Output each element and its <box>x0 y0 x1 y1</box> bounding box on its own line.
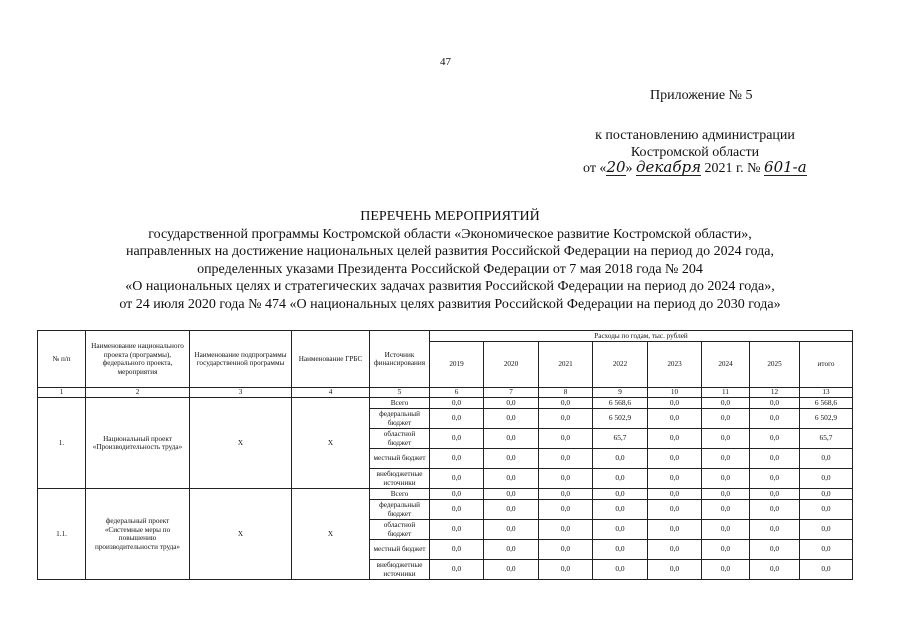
year-value: 0,0 <box>430 469 484 489</box>
year-value: 0,0 <box>430 520 484 540</box>
header-year: 2022 <box>593 342 648 388</box>
year-value: 0,0 <box>593 520 648 540</box>
year-value: 0,0 <box>648 409 702 429</box>
decree-line-1: к постановлению администрации <box>595 128 795 143</box>
column-number: 12 <box>750 388 800 398</box>
year-value: 0,0 <box>430 489 484 500</box>
year-value: 6 568,6 <box>593 398 648 409</box>
year-value: 0,0 <box>484 449 539 469</box>
project-name: федеральный проект «Системные меры по повышению производительности труда» <box>86 489 190 580</box>
total-value: 0,0 <box>800 449 853 469</box>
financing-source: внебюджетные источники <box>370 560 430 580</box>
subprogram-cell: Х <box>190 398 292 489</box>
financing-source: областной бюджет <box>370 429 430 449</box>
grbs-cell: Х <box>292 489 370 580</box>
total-value: 0,0 <box>800 469 853 489</box>
financing-source: Всего <box>370 398 430 409</box>
header-total: итого <box>800 342 853 388</box>
column-number: 7 <box>484 388 539 398</box>
header-grbs: Наименование ГРБС <box>292 331 370 388</box>
year-value: 0,0 <box>750 540 800 560</box>
year-value: 0,0 <box>648 560 702 580</box>
year-value: 0,0 <box>702 520 750 540</box>
column-number: 2 <box>86 388 190 398</box>
column-number: 6 <box>430 388 484 398</box>
year-value: 0,0 <box>539 429 593 449</box>
year-value: 0,0 <box>648 398 702 409</box>
year-value: 0,0 <box>539 409 593 429</box>
title-line: «О национальных целях и стратегических задачах развития Российской Федерации на период до 2024 года», <box>125 279 775 294</box>
handwritten-month: декабря <box>636 158 702 176</box>
year-value: 0,0 <box>539 469 593 489</box>
column-number: 4 <box>292 388 370 398</box>
year-value: 0,0 <box>750 500 800 520</box>
column-number: 11 <box>702 388 750 398</box>
header-year: 2020 <box>484 342 539 388</box>
year-value: 0,0 <box>750 560 800 580</box>
year-value: 0,0 <box>484 398 539 409</box>
project-name: Национальный проект «Производительность труда» <box>86 398 190 489</box>
year-value: 0,0 <box>702 540 750 560</box>
year-value: 0,0 <box>702 489 750 500</box>
year-value: 0,0 <box>750 520 800 540</box>
year-value: 0,0 <box>702 500 750 520</box>
year-value: 0,0 <box>430 409 484 429</box>
year-value: 0,0 <box>484 560 539 580</box>
column-number: 13 <box>800 388 853 398</box>
total-value: 0,0 <box>800 500 853 520</box>
year-value: 0,0 <box>593 560 648 580</box>
title-main: ПЕРЕЧЕНЬ МЕРОПРИЯТИЙ <box>360 209 540 224</box>
year-value: 0,0 <box>648 469 702 489</box>
column-number: 10 <box>648 388 702 398</box>
total-value: 65,7 <box>800 429 853 449</box>
page-number: 47 <box>440 56 451 68</box>
year-value: 0,0 <box>750 469 800 489</box>
year-value: 0,0 <box>484 429 539 449</box>
column-number: 9 <box>593 388 648 398</box>
header-project: Наименование национального проекта (программы), федерального проекта, мероприятия <box>86 331 190 388</box>
financing-source: Всего <box>370 489 430 500</box>
year-value: 0,0 <box>539 540 593 560</box>
header-source: Источник финансирования <box>370 331 430 388</box>
year-value: 0,0 <box>648 489 702 500</box>
year-value: 0,0 <box>593 489 648 500</box>
year-value: 0,0 <box>750 429 800 449</box>
year-value: 0,0 <box>484 520 539 540</box>
year-value: 0,0 <box>539 398 593 409</box>
column-number: 8 <box>539 388 593 398</box>
date-year: 2021 г. № <box>704 161 761 176</box>
total-value: 6 568,6 <box>800 398 853 409</box>
measures-table <box>37 330 853 580</box>
year-value: 6 502,9 <box>593 409 648 429</box>
header-year: 2021 <box>539 342 593 388</box>
year-value: 0,0 <box>593 449 648 469</box>
table-body <box>38 388 853 580</box>
year-value: 0,0 <box>539 500 593 520</box>
year-value: 0,0 <box>430 429 484 449</box>
financing-source: областной бюджет <box>370 520 430 540</box>
total-value: 6 502,9 <box>800 409 853 429</box>
header-year: 2023 <box>648 342 702 388</box>
year-value: 0,0 <box>539 560 593 580</box>
header-year: 2024 <box>702 342 750 388</box>
title-line: от 24 июля 2020 года № 474 «О национальных целях развития Российской Федерации на период до 2030 года» <box>119 296 781 312</box>
handwritten-day: 20 <box>606 158 626 176</box>
year-value: 0,0 <box>648 449 702 469</box>
year-value: 0,0 <box>702 409 750 429</box>
year-value: 0,0 <box>593 500 648 520</box>
date-prefix: от « <box>583 161 607 176</box>
document-title <box>60 208 840 313</box>
total-value: 0,0 <box>800 560 853 580</box>
decree-date <box>583 160 807 177</box>
subprogram-cell: Х <box>190 489 292 580</box>
year-value: 0,0 <box>702 469 750 489</box>
year-value: 0,0 <box>593 540 648 560</box>
year-value: 0,0 <box>648 540 702 560</box>
column-number: 5 <box>370 388 430 398</box>
header-num: № п/п <box>38 331 86 388</box>
year-value: 0,0 <box>750 409 800 429</box>
decree-line-2: Костромской области <box>630 145 760 160</box>
header-expenses: Расходы по годам, тыс. рублей <box>430 331 853 342</box>
year-value: 0,0 <box>430 540 484 560</box>
year-value: 0,0 <box>430 560 484 580</box>
year-value: 65,7 <box>593 429 648 449</box>
financing-source: местный бюджет <box>370 449 430 469</box>
row-number: 1. <box>38 398 86 489</box>
year-value: 0,0 <box>484 489 539 500</box>
table-row <box>38 489 853 500</box>
year-value: 0,0 <box>430 398 484 409</box>
column-number: 3 <box>190 388 292 398</box>
year-value: 0,0 <box>702 449 750 469</box>
header-subprogram: Наименование подпрограммы государственной программы <box>190 331 292 388</box>
year-value: 0,0 <box>430 500 484 520</box>
year-value: 0,0 <box>750 398 800 409</box>
year-value: 0,0 <box>702 398 750 409</box>
year-value: 0,0 <box>484 540 539 560</box>
appendix-label: Приложение № 5 <box>650 88 753 103</box>
year-value: 0,0 <box>648 500 702 520</box>
year-value: 0,0 <box>539 449 593 469</box>
header-year: 2019 <box>430 342 484 388</box>
year-value: 0,0 <box>484 500 539 520</box>
header-year: 2025 <box>750 342 800 388</box>
handwritten-number: 601-а <box>764 158 807 176</box>
total-value: 0,0 <box>800 540 853 560</box>
table-row <box>38 398 853 409</box>
title-line: государственной программы Костромской области «Экономическое развитие Костромской области», <box>148 226 752 242</box>
year-value: 0,0 <box>430 449 484 469</box>
total-value: 0,0 <box>800 520 853 540</box>
title-line: определенных указами Президента Российской Федерации от 7 мая 2018 года № 204 <box>197 261 703 277</box>
grbs-cell: Х <box>292 398 370 489</box>
year-value: 0,0 <box>702 560 750 580</box>
year-value: 0,0 <box>750 449 800 469</box>
column-numbers-row <box>38 388 853 398</box>
year-value: 0,0 <box>648 429 702 449</box>
year-value: 0,0 <box>539 520 593 540</box>
title-line: направленных на достижение национальных целей развития Российской Федерации на период до 2024 года, <box>126 244 774 259</box>
date-mid: » <box>625 161 633 176</box>
financing-source: местный бюджет <box>370 540 430 560</box>
financing-source: федеральный бюджет <box>370 409 430 429</box>
decree-reference <box>560 127 830 161</box>
financing-source: внебюджетные источники <box>370 469 430 489</box>
year-value: 0,0 <box>750 489 800 500</box>
year-value: 0,0 <box>702 429 750 449</box>
year-value: 0,0 <box>539 489 593 500</box>
row-number: 1.1. <box>38 489 86 580</box>
year-value: 0,0 <box>484 409 539 429</box>
year-value: 0,0 <box>593 469 648 489</box>
column-number: 1 <box>38 388 86 398</box>
total-value: 0,0 <box>800 489 853 500</box>
year-value: 0,0 <box>648 520 702 540</box>
financing-source: федеральный бюджет <box>370 500 430 520</box>
year-value: 0,0 <box>484 469 539 489</box>
